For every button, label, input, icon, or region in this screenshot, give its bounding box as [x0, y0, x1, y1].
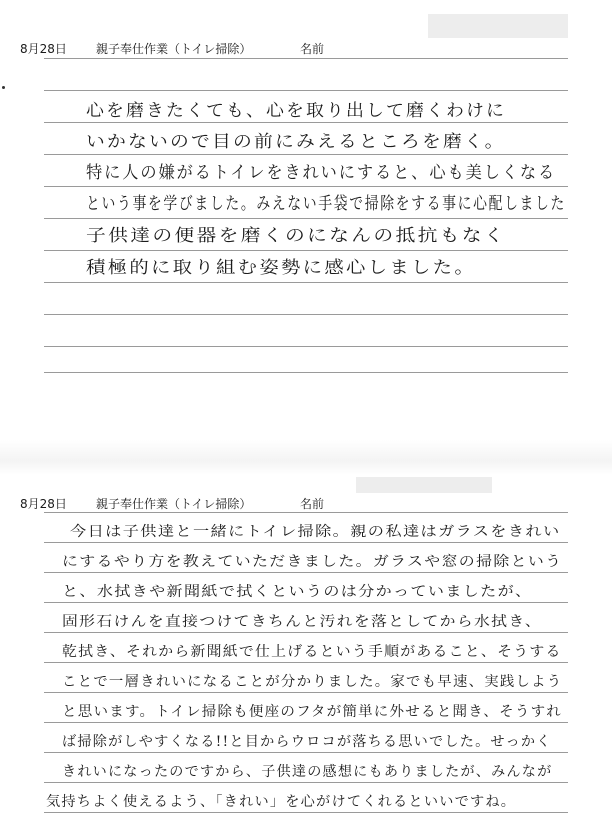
ruled-line	[44, 542, 568, 543]
form-header	[20, 40, 324, 57]
handwritten-line: 積極的に取り組む姿勢に感心しました。	[86, 258, 476, 278]
ruled-line	[44, 122, 568, 123]
ruled-line	[44, 250, 568, 251]
ruled-line	[44, 632, 568, 633]
handwritten-line: と、水拭きや新聞紙で拭くというのは分かっていましたが、	[62, 584, 533, 600]
handwritten-line: いかないので目の前にみえるところを磨く。	[86, 132, 506, 152]
handwritten-line: 今日は子供達と一緒にトイレ掃除。親の私達はガラスをきれい	[70, 524, 561, 540]
handwritten-line: にするやり方を教えていただきました。ガラスや窓の掃除という	[62, 554, 563, 570]
date-label: 8月28日	[20, 42, 67, 56]
ruled-line	[44, 602, 568, 603]
ruled-line	[44, 572, 568, 573]
handwritten-line: 心を磨きたくても、心を取り出して磨くわけに	[86, 101, 506, 121]
name-redaction	[356, 477, 492, 493]
ruled-line	[44, 722, 568, 723]
handwritten-line: 子供達の便器を磨くのになんの抵抗もなく	[86, 226, 506, 246]
ruled-line	[44, 512, 568, 513]
handwritten-line: と思います。トイレ掃除も便座のフタが簡単に外せると聞き、そうすれ	[62, 704, 563, 720]
ruled-line	[44, 218, 568, 219]
handwritten-line: きれいになったのですから、子供達の感想にもありましたが、みんなが	[62, 764, 553, 780]
form-title: 親子奉仕作業（トイレ掃除）	[96, 497, 252, 511]
ruled-line	[44, 346, 568, 347]
handwritten-line: 気持ちよく使えるよう、「きれい」を心がけてくれるといいですね。	[46, 794, 517, 810]
form-header	[20, 495, 324, 512]
handwritten-line: ことで一層きれいになることが分かりました。家でも早速、実践しよう	[62, 674, 563, 690]
handwritten-line: という事を学びました。みえない手袋で掃除をする事に心配しました	[86, 194, 566, 214]
ruled-line	[44, 812, 568, 813]
date-label: 8月28日	[20, 497, 67, 511]
ruled-line	[44, 58, 568, 59]
handwritten-line: 乾拭き、それから新聞紙で仕上げるという手順があること、そうする	[62, 644, 562, 660]
handwritten-line: 特に人の嫌がるトイレをきれいにすると、心も美しくなる	[86, 163, 557, 183]
ruled-line	[44, 782, 568, 783]
ruled-line	[44, 692, 568, 693]
handwritten-line: 固形石けんを直接つけてきちんと汚れを落としてから水拭き、	[62, 614, 543, 630]
ruled-line	[44, 186, 568, 187]
ruled-line	[44, 154, 568, 155]
name-label: 名前	[300, 497, 325, 511]
ruled-line	[44, 282, 568, 283]
page-gap	[0, 440, 612, 475]
worksheet-bottom	[0, 475, 612, 839]
name-label: 名前	[300, 42, 325, 56]
ruled-line	[44, 372, 568, 373]
ruled-line	[44, 90, 568, 91]
ruled-line	[44, 662, 568, 663]
ruled-line	[44, 752, 568, 753]
handwritten-line: ば掃除がしやすくなる!!と目からウロコが落ちる思いでした。せっかく	[62, 734, 552, 750]
form-title: 親子奉仕作業（トイレ掃除）	[96, 42, 252, 56]
name-redaction	[428, 14, 568, 38]
ruled-line	[44, 314, 568, 315]
